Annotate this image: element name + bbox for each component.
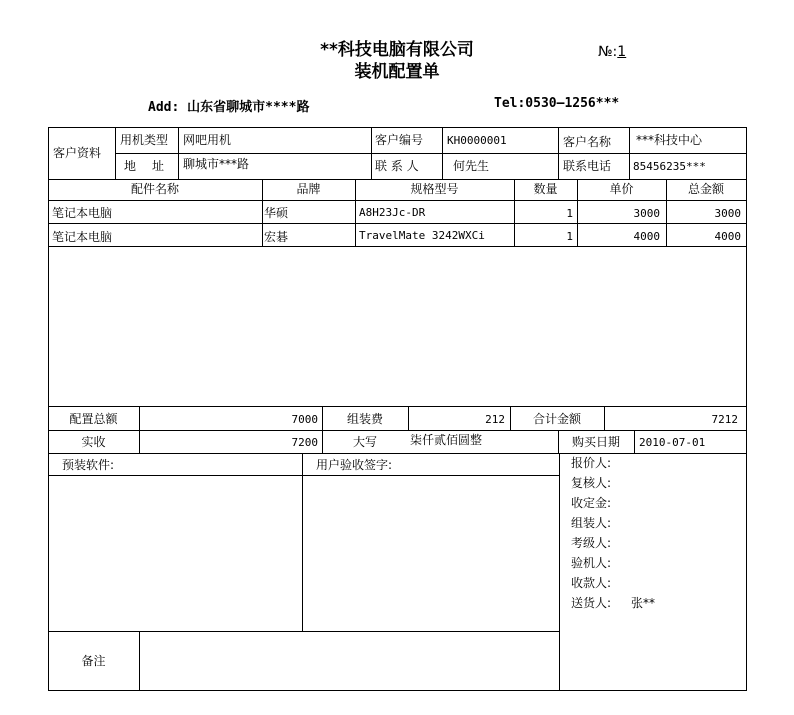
row-model: A8H23Jc-DR xyxy=(359,206,426,219)
row-price: 4000 xyxy=(633,230,660,243)
header-total: 总金额 xyxy=(687,182,724,196)
customer-no-label: 客户编号 xyxy=(375,133,424,147)
signature-assembler: 组装人: xyxy=(571,516,612,530)
form-subtitle: 装机配置单 xyxy=(354,62,440,82)
customer-name-value: ***科技中心 xyxy=(636,133,703,147)
row-total: 3000 xyxy=(714,207,741,220)
address-label: 地 址 xyxy=(124,159,167,173)
row-part-name: 笔记本电脑 xyxy=(52,230,113,244)
row-qty: 1 xyxy=(566,230,573,243)
capital-label: 大写 xyxy=(352,435,377,449)
row-total: 4000 xyxy=(714,230,741,243)
form-number-value: 1 xyxy=(617,44,627,60)
grand-total-value: 7212 xyxy=(711,413,738,426)
customer-no-value: KH0000001 xyxy=(447,134,507,147)
signature-quoter: 报价人: xyxy=(571,456,612,470)
row-model: TravelMate 3242WXCi xyxy=(359,229,485,242)
usage-type-value: 网吧用机 xyxy=(183,133,232,147)
purchase-date-label: 购买日期 xyxy=(571,435,620,449)
row-brand: 宏碁 xyxy=(264,230,289,244)
header-part-name: 配件名称 xyxy=(130,182,179,196)
signature-inspector-grade: 考级人: xyxy=(571,536,612,550)
signature-deposit: 收定金: xyxy=(571,496,612,510)
grand-total-label: 合计金额 xyxy=(532,412,581,426)
config-total-label: 配置总额 xyxy=(69,412,118,426)
preinstalled-software-label: 预装软件: xyxy=(62,458,115,472)
company-address: Add: 山东省聊城市****路 xyxy=(148,100,310,115)
header-brand: 品牌 xyxy=(296,182,321,196)
contact-value: 何先生 xyxy=(453,159,490,173)
row-price: 3000 xyxy=(633,207,660,220)
purchase-date-value: 2010-07-01 xyxy=(639,436,706,449)
capital-value: 柒仟贰佰圆整 xyxy=(410,433,483,447)
usage-type-label: 用机类型 xyxy=(120,133,169,147)
row-part-name: 笔记本电脑 xyxy=(52,206,113,220)
row-brand: 华硕 xyxy=(264,206,289,220)
company-title: **科技电脑有限公司 xyxy=(320,40,474,60)
received-value: 7200 xyxy=(291,436,318,449)
customer-section-label: 客户资料 xyxy=(53,146,102,160)
contact-label: 联 系 人 xyxy=(375,159,419,173)
address-value: 聊城市***路 xyxy=(183,157,250,171)
form-number xyxy=(598,44,626,60)
company-tel: Tel:0530—1256*** xyxy=(494,96,620,111)
signature-machine-check: 验机人: xyxy=(571,556,612,570)
assembly-fee-value: 212 xyxy=(485,413,505,426)
row-qty: 1 xyxy=(566,207,573,220)
form-number-label: №: xyxy=(598,44,618,60)
received-label: 实收 xyxy=(81,435,106,449)
delivery-person-value: 张** xyxy=(631,596,656,610)
signature-cashier: 收款人: xyxy=(571,576,612,590)
user-acceptance-label: 用户验收签字: xyxy=(316,458,393,472)
customer-name-label: 客户名称 xyxy=(563,135,612,149)
header-model: 规格型号 xyxy=(410,182,459,196)
config-total-value: 7000 xyxy=(291,413,318,426)
remarks-label: 备注 xyxy=(81,654,106,668)
phone-value: 85456235*** xyxy=(633,160,706,173)
header-qty: 数量 xyxy=(533,182,558,196)
assembly-fee-label: 组装费 xyxy=(346,412,383,426)
signature-delivery: 送货人: xyxy=(571,596,612,610)
header-price: 单价 xyxy=(609,182,634,196)
signature-reviewer: 复核人: xyxy=(571,476,612,490)
phone-label: 联系电话 xyxy=(563,159,612,173)
